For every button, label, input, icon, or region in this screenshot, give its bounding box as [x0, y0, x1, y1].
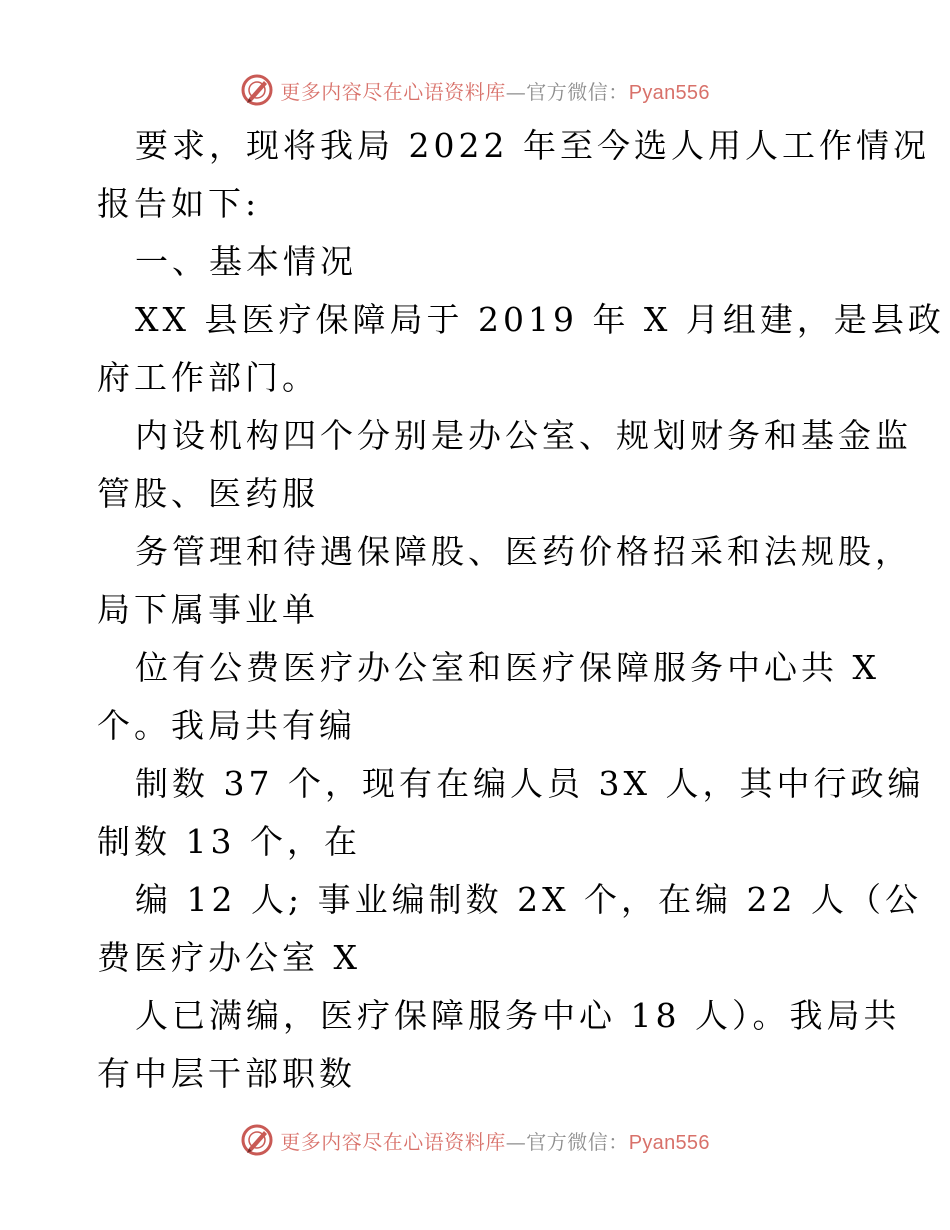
doc-line: 制数 13 个，在: [97, 822, 361, 861]
banner-text-wechat-label: —官方微信：: [505, 79, 629, 104]
document-body: [97, 117, 945, 1103]
section-heading: 一、基本情况: [135, 242, 357, 281]
banner-text-wechat-label: —官方微信：: [505, 1129, 629, 1154]
doc-line: XX 县医疗保障局于 2019 年 X 月组建，是县政: [135, 300, 945, 339]
banner-text-main: 更多内容尽在心语资料库: [280, 1129, 506, 1154]
doc-line: 务管理和待遇保障股、医药价格招采和法规股，: [135, 532, 912, 571]
doc-line: 编 12 人; 事业编制数 2X 个，在编 22 人（公: [135, 880, 923, 919]
doc-line: 个。我局共有编: [97, 706, 356, 745]
banner-text: [280, 1126, 710, 1155]
header-banner: [0, 70, 950, 110]
doc-line: 位有公费医疗办公室和医疗保障服务中心共 X: [135, 648, 880, 687]
doc-line: 费医疗办公室 X: [97, 938, 361, 977]
doc-line: 报告如下:: [97, 184, 261, 223]
banner-text-wechat-id: Pyan556: [628, 81, 710, 104]
doc-line: 制数 37 个，现有在编人员 3X 人，其中行政编: [135, 764, 925, 803]
doc-line: 要求，现将我局 2022 年至今选人用人工作情况: [135, 126, 930, 165]
doc-line: 内设机构四个分别是办公室、规划财务和基金监: [135, 416, 912, 455]
pen-circle-logo-icon: [240, 73, 274, 107]
doc-line: 有中层干部职数: [97, 1054, 356, 1093]
doc-line: 管股、医药服: [97, 474, 319, 513]
pen-circle-logo-icon: [240, 1123, 274, 1157]
banner-text-main: 更多内容尽在心语资料库: [280, 79, 506, 104]
footer-banner: [0, 1120, 950, 1160]
doc-line: 府工作部门。: [97, 358, 319, 397]
doc-line: 人已满编，医疗保障服务中心 18 人）。我局共: [135, 996, 901, 1035]
doc-line: 局下属事业单: [97, 590, 319, 629]
banner-text: [280, 76, 710, 105]
banner-text-wechat-id: Pyan556: [628, 1131, 710, 1154]
